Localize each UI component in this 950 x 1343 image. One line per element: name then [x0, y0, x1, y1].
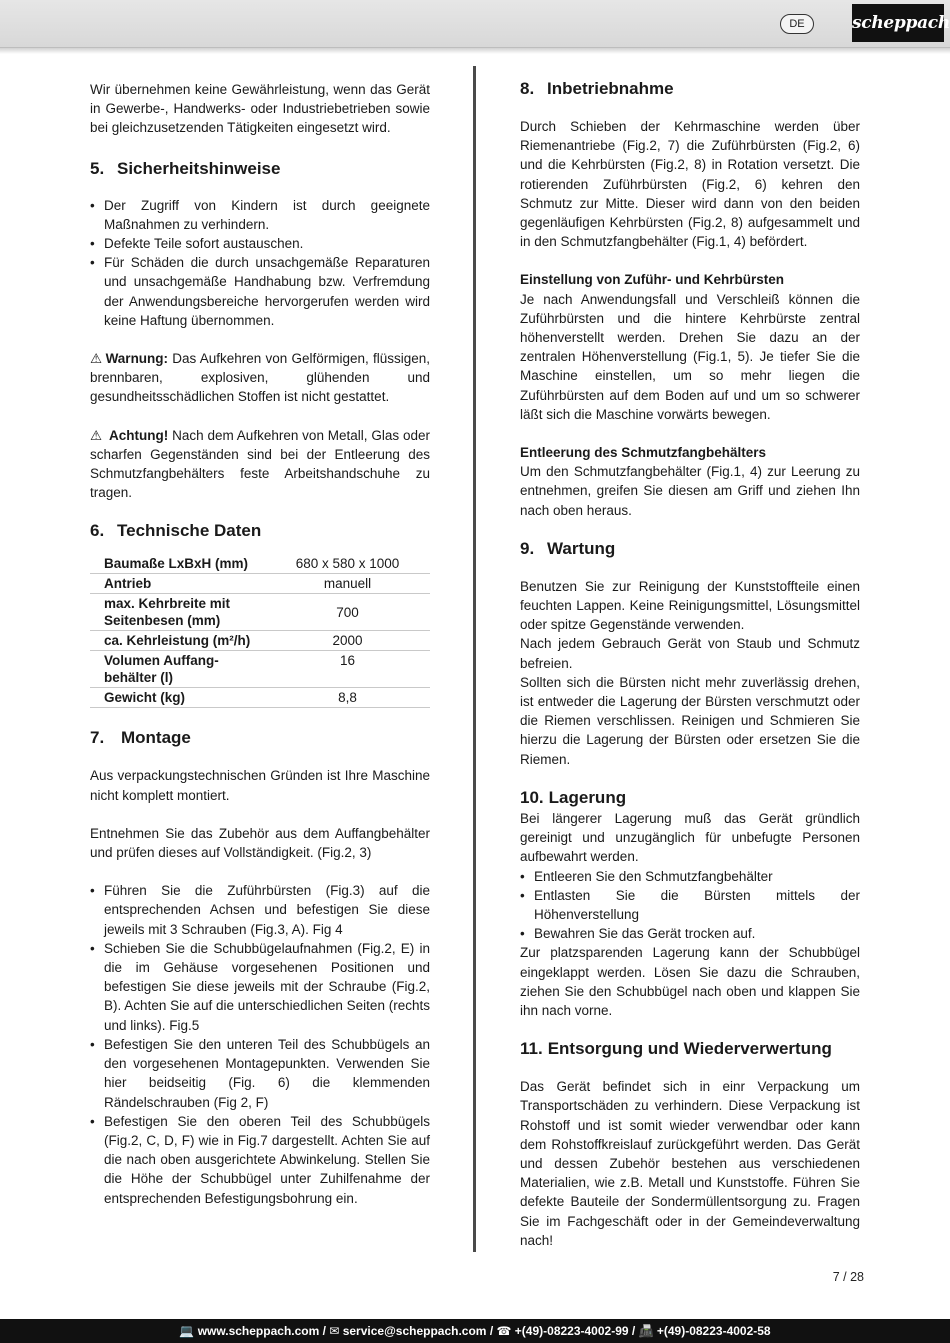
list-item: • Für Schäden die durch unsachgemäße Reparaturen und unsachgemäße Handhabung bzw. Verfremdung der Anwendungsbereiche hervorgerufen werden wird keine Haftung übernommen. [90, 253, 430, 330]
fax-icon: 📠 [638, 1324, 654, 1338]
section-5-heading [90, 158, 430, 180]
subheading: Entleerung des Schmutzfangbehälters [520, 445, 767, 461]
disposal-paragraph: Das Gerät befindet sich in einr Verpackung um Transportschäden zu verhindern. Diese Verpackung ist Rohstoff und ist somit wieder verwendbar oder kann dem Rohstoffkreislauf zurückgeführt werden. Das Gerät und dessen Zubehör bestehen aus verschiedenen Materialien, wie z.B. Metall und Kunststoffe. Führen Sie defekte Bauteile der Sondermüllentsorgung zu. Fragen Sie im Fachgeschäft oder in der Gemeindeverwaltung nach! [520, 1079, 860, 1248]
warning-label: Warnung: [105, 351, 169, 367]
startup-paragraph: Durch Schieben der Kehrmaschine werden über Riemenantriebe (Fig.2, 7) die Zuführbürsten (Fig.2, 6) und die Kehrbürsten (Fig.2, 8) in Rotation versetzt. Die rotierenden Zuführbürsten (Fig.2, 6) kehren den Schmutz zur Mitte. Dieser wird dann von den beiden gegenläufigen Kehrbürsten (Fig.2, 8) aufgesammelt und in den Schmutzfangbehälter (Fig.1, 4) befördert. [520, 119, 860, 250]
list-item: • Bewahren Sie das Gerät trocken auf. [520, 924, 860, 943]
spec-key: max. Kehrbreite mit Seitenbesen (mm) [90, 594, 265, 631]
brand-logo [852, 4, 950, 42]
spec-key: Volumen Auffang-behälter (l) [90, 651, 265, 688]
spec-key: Antrieb [90, 574, 265, 594]
list-item: • Der Zugriff von Kindern ist durch geeignete Maßnahmen zu verhindern. [90, 196, 430, 234]
spec-key: Baumaße LxBxH (mm) [90, 554, 265, 574]
computer-icon: 💻 [179, 1324, 195, 1338]
left-column [90, 68, 430, 1208]
section-title: Inbetriebnahme [547, 79, 674, 98]
section-10-heading [520, 787, 860, 809]
spec-value: manuell [265, 574, 430, 594]
website-link[interactable]: www.scheppach.com [197, 1324, 320, 1338]
section-title: Sicherheitshinweise [117, 158, 281, 178]
column-divider [473, 66, 476, 1252]
list-item: • Befestigen Sie den oberen Teil des Schubbügels (Fig.2, C, D, F) wie in Fig.7 dargestellt. Achten Sie auf die nach oben ausgerichtete Abwinkelung. Stellen Sie die Höhe der Schubbügel unter Zuhilfenahme der entsprechenden Befestigungsbohrung ein. [90, 1112, 430, 1208]
section-title: Entsorgung und Wiederverwertung [547, 1039, 832, 1059]
table-row [90, 631, 430, 651]
mail-icon: ✉ [329, 1324, 340, 1338]
warning-paragraph [90, 349, 430, 407]
separator: / [322, 1324, 330, 1338]
spec-value: 16 [265, 651, 430, 688]
table-row [90, 554, 430, 574]
section-number: 10. [520, 787, 544, 807]
section-title: Montage [121, 728, 191, 748]
table-row [90, 574, 430, 594]
assembly-list [90, 881, 430, 1207]
spec-key: ca. Kehrleistung (m²/h) [90, 631, 265, 651]
caution-text: Nach dem Aufkehren von Metall, Glas oder scharfen Gegenständen sind bei der Entleerung des Schmutzfangbehälters feste Arbeitshandschuhe zu tragen. [90, 427, 430, 501]
warning-triangle-icon: ⚠ [90, 351, 103, 367]
table-row [90, 688, 430, 708]
section-7-heading [90, 727, 430, 749]
contact-footer [0, 1319, 950, 1343]
separator: / [631, 1324, 639, 1338]
spec-value: 680 x 580 x 1000 [265, 554, 430, 574]
section-11-heading [520, 1038, 860, 1060]
list-item: • Entlasten Sie die Bürsten mittels der Höhenverstellung [520, 886, 860, 924]
section-number: 11. [520, 1039, 543, 1059]
spec-value: 2000 [265, 631, 430, 651]
phone-icon: ☎ [496, 1324, 512, 1338]
section-6-heading [90, 520, 430, 542]
section-title: Lagerung [548, 787, 627, 807]
caution-paragraph [90, 426, 430, 503]
storage-paragraph: Bei längerer Lagerung muß das Gerät gründlich gereinigt und unzugänglich für unbefugte Personen aufbewahrt werden. [520, 810, 860, 865]
adjust-paragraph: Je nach Anwendungsfall und Verschleiß können die Zuführbürsten und die hintere Kehrbürste zentral höhenverstellt werden. Drehen Sie dazu an der zentralen Höhenverstellung (Fig.1, 5). Je tiefer Sie die Maschine einstellen, um so mehr liegen die Zuführbürsten auf dem Boden auf und um so schwerer läßt sich die Maschine vorwärts bewegen. [520, 291, 860, 422]
email-link[interactable]: service@scheppach.com [342, 1324, 487, 1338]
section-title: Technische Daten [117, 521, 262, 541]
warning-triangle-icon: ⚠ [90, 427, 103, 443]
separator: / [489, 1324, 497, 1338]
right-column [520, 68, 860, 1250]
tech-data-table [90, 554, 430, 708]
table-row [90, 594, 430, 631]
spec-key: Gewicht (kg) [90, 688, 265, 708]
list-item: • Führen Sie die Zuführbürsten (Fig.3) auf die entsprechenden Achsen und befestigen Sie diese jeweils mit 3 Schrauben (Fig.3, A). Fig 4 [90, 881, 430, 939]
section-8-heading [520, 78, 860, 100]
safety-list [90, 196, 430, 330]
intro-paragraph: Wir übernehmen keine Gewährleistung, wenn das Gerät in Gewerbe-, Handwerks- oder Industriebetrieben sowie bei gleichzusetzenden Tätigkeiten eingesetzt wird. [90, 82, 430, 136]
header-shadow [0, 48, 950, 54]
list-item: • Schieben Sie die Schubbügelaufnahmen (Fig.2, E) in die im Gehäuse vorgesehenen Positionen und befestigen Sie diese jeweils mit der Schraube (Fig.2, B). Achten Sie auf die unterschiedlichen Seiten (rechts und links). Fig.5 [90, 939, 430, 1035]
maintenance-paragraph: Sollten sich die Bürsten nicht mehr zuverlässig drehen, ist entweder die Lagerung der Bürsten verschmutzt oder die Riemen verschlissen. Reinigen und Schmieren Sie hierzu die Lagerung der Bürsten oder ersetzen Sie die Riemen. [520, 674, 860, 767]
language-badge: DE [780, 14, 814, 34]
fax-number: +(49)-08223-4002-58 [656, 1324, 771, 1338]
page-number: 7 / 28 [832, 1270, 864, 1284]
section-title: Wartung [547, 538, 616, 558]
subheading: Einstellung von Zuführ- und Kehrbürsten [520, 272, 784, 288]
maintenance-paragraph: Nach jedem Gebrauch Gerät von Staub und Schmutz befreien. [520, 636, 860, 671]
table-row [90, 651, 430, 688]
spec-value: 8,8 [265, 688, 430, 708]
caution-label: Achtung! [109, 427, 169, 443]
list-item: • Befestigen Sie den unteren Teil des Schubbügels an den vorgesehenen Montagepunkten. Verwenden Sie hier beidseitig (Fig. 6) die klemmenden Rändelschrauben (Fig 2, F) [90, 1035, 430, 1112]
list-item: • Entleeren Sie den Schmutzfangbehälter [520, 867, 860, 886]
assembly-paragraph: Aus verpackungstechnischen Gründen ist Ihre Maschine nicht komplett montiert. [90, 768, 430, 803]
section-number: 9. [520, 538, 535, 558]
section-9-heading [520, 538, 860, 560]
brand-logo-text: scheppach [852, 13, 950, 33]
storage-list [520, 867, 860, 944]
maintenance-paragraph: Benutzen Sie zur Reinigung der Kunststoffteile einen feuchten Lappen. Keine Reinigungsmittel, Lösungsmittel oder spitze Gegenstände verwenden. [520, 578, 860, 633]
assembly-paragraph: Entnehmen Sie das Zubehör aus dem Auffangbehälter und prüfen dieses auf Vollständigkeit. (Fig.2, 3) [90, 825, 430, 861]
spec-value: 700 [265, 594, 430, 631]
section-number: 7. [90, 728, 105, 748]
warning-text: Das Aufkehren von Gelförmigen, flüssigen, brennbaren, explosiven, glühenden und gesundheitsschädlichen Stoffen ist nicht gestattet. [90, 351, 430, 405]
section-number: 8. [520, 79, 535, 98]
storage-paragraph: Zur platzsparenden Lagerung kann der Schubbügel eingeklappt werden. Lösen Sie dazu die Schrauben, ziehen Sie den Schubbügel nach oben und klappen Sie ihn nach vorne. [520, 945, 860, 1018]
section-number: 6. [90, 521, 105, 541]
page-header [0, 0, 950, 48]
section-number: 5. [90, 158, 105, 178]
list-item: • Defekte Teile sofort austauschen. [90, 234, 430, 253]
empty-paragraph: Um den Schmutzfangbehälter (Fig.1, 4) zur Leerung zu entnehmen, greifen Sie diesen am Griff und ziehen Ihn nach oben heraus. [520, 464, 860, 518]
phone-number: +(49)-08223-4002-99 [514, 1324, 629, 1338]
